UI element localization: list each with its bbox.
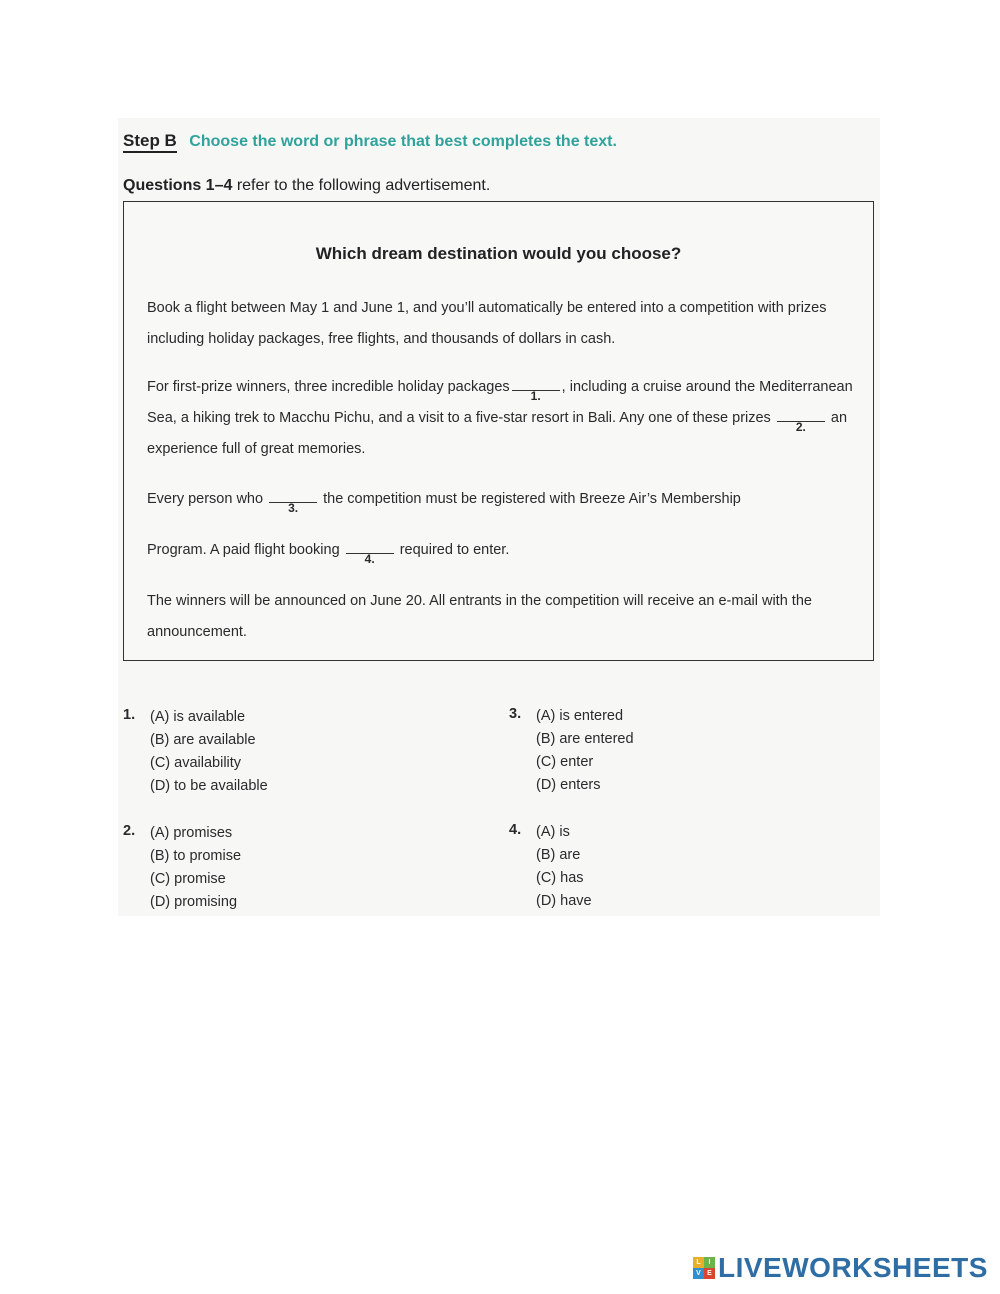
logo-icon-letter-1: L <box>693 1257 704 1268</box>
logo-icon-letter-4: E <box>704 1268 715 1279</box>
blank-4[interactable] <box>346 540 394 566</box>
question-1-number: 1. <box>123 707 136 723</box>
question-4 <box>509 822 849 917</box>
ad-paragraph-4-part-b: required to enter. <box>399 542 510 558</box>
logo-icon-letter-3: V <box>693 1268 704 1279</box>
question-3 <box>509 706 849 801</box>
question-1-option-a[interactable]: (A) is available <box>150 709 246 725</box>
liveworksheets-logo[interactable] <box>693 1253 988 1283</box>
question-2-option-a[interactable]: (A) promises <box>150 825 233 841</box>
question-2-number: 2. <box>123 823 136 839</box>
advertisement-title: Which dream destination would you choose? <box>315 244 682 263</box>
logo-icon-letter-2: I <box>704 1257 715 1268</box>
ad-paragraph-2-part-c: an experience full of great memories. <box>147 410 848 457</box>
blank-3[interactable] <box>269 489 317 515</box>
question-2-option-d[interactable]: (D) promising <box>150 894 238 910</box>
ad-paragraph-2-part-b: , including a cruise around the Mediterranean Sea, a hiking trek to Macchu Pichu, and a visit to a five-star resort in Bali. Any one of these prizes <box>147 379 853 426</box>
question-2-option-c[interactable]: (C) promise <box>150 871 226 887</box>
blank-2-number: 2. <box>795 420 806 434</box>
blank-1[interactable] <box>512 377 560 403</box>
questions-intro-text: refer to the following advertisement. <box>232 177 491 194</box>
step-instruction: Choose the word or phrase that best completes the text. <box>189 133 617 150</box>
question-1-option-d[interactable]: (D) to be available <box>150 778 268 794</box>
question-3-option-a[interactable]: (A) is entered <box>536 708 624 724</box>
blank-3-number: 3. <box>288 501 299 515</box>
ad-paragraph-4 <box>147 535 859 566</box>
liveworksheets-logo-icon <box>693 1257 715 1279</box>
liveworksheets-logo-text: LIVEWORKSHEETS <box>718 1252 988 1283</box>
step-label: Step B <box>123 131 177 153</box>
question-3-option-c[interactable]: (C) enter <box>536 754 594 770</box>
advertisement-box <box>123 201 874 661</box>
questions-intro <box>123 177 490 195</box>
blank-2[interactable] <box>777 408 825 434</box>
question-1 <box>123 707 463 802</box>
blank-1-number: 1. <box>530 389 541 403</box>
ad-paragraph-5: The winners will be announced on June 20. All entrants in the competition will receive an e-mail with the announcement. <box>147 593 812 640</box>
ad-paragraph-4-part-a: Program. A paid flight booking <box>147 542 340 558</box>
question-4-option-a[interactable]: (A) is <box>536 824 570 840</box>
question-3-option-d[interactable]: (D) enters <box>536 777 601 793</box>
blank-4-number: 4. <box>364 552 375 566</box>
question-3-option-b[interactable]: (B) are entered <box>536 731 634 747</box>
ad-paragraph-2-part-a: For first-prize winners, three incredible holiday packages <box>147 379 510 395</box>
ad-paragraph-3-part-a: Every person who <box>147 491 264 507</box>
question-2-option-b[interactable]: (B) to promise <box>150 848 242 864</box>
question-1-option-b[interactable]: (B) are available <box>150 732 256 748</box>
question-2 <box>123 823 463 918</box>
ad-paragraph-3 <box>147 484 859 515</box>
ad-paragraph-3-part-b: the competition must be registered with Breeze Air’s Membership <box>323 491 741 507</box>
question-3-number: 3. <box>509 706 522 722</box>
ad-paragraph-1: Book a flight between May 1 and June 1, and you’ll automatically be entered into a competition with prizes including holiday packages, free flights, and thousands of dollars in cash. <box>147 300 827 347</box>
questions-range: Questions 1–4 <box>123 177 233 194</box>
step-heading <box>123 131 617 151</box>
question-4-option-d[interactable]: (D) have <box>536 893 592 909</box>
question-4-option-b[interactable]: (B) are <box>536 847 581 863</box>
question-1-option-c[interactable]: (C) availability <box>150 755 242 771</box>
question-4-option-c[interactable]: (C) has <box>536 870 584 886</box>
ad-paragraph-2 <box>147 372 859 465</box>
question-4-number: 4. <box>509 822 522 838</box>
